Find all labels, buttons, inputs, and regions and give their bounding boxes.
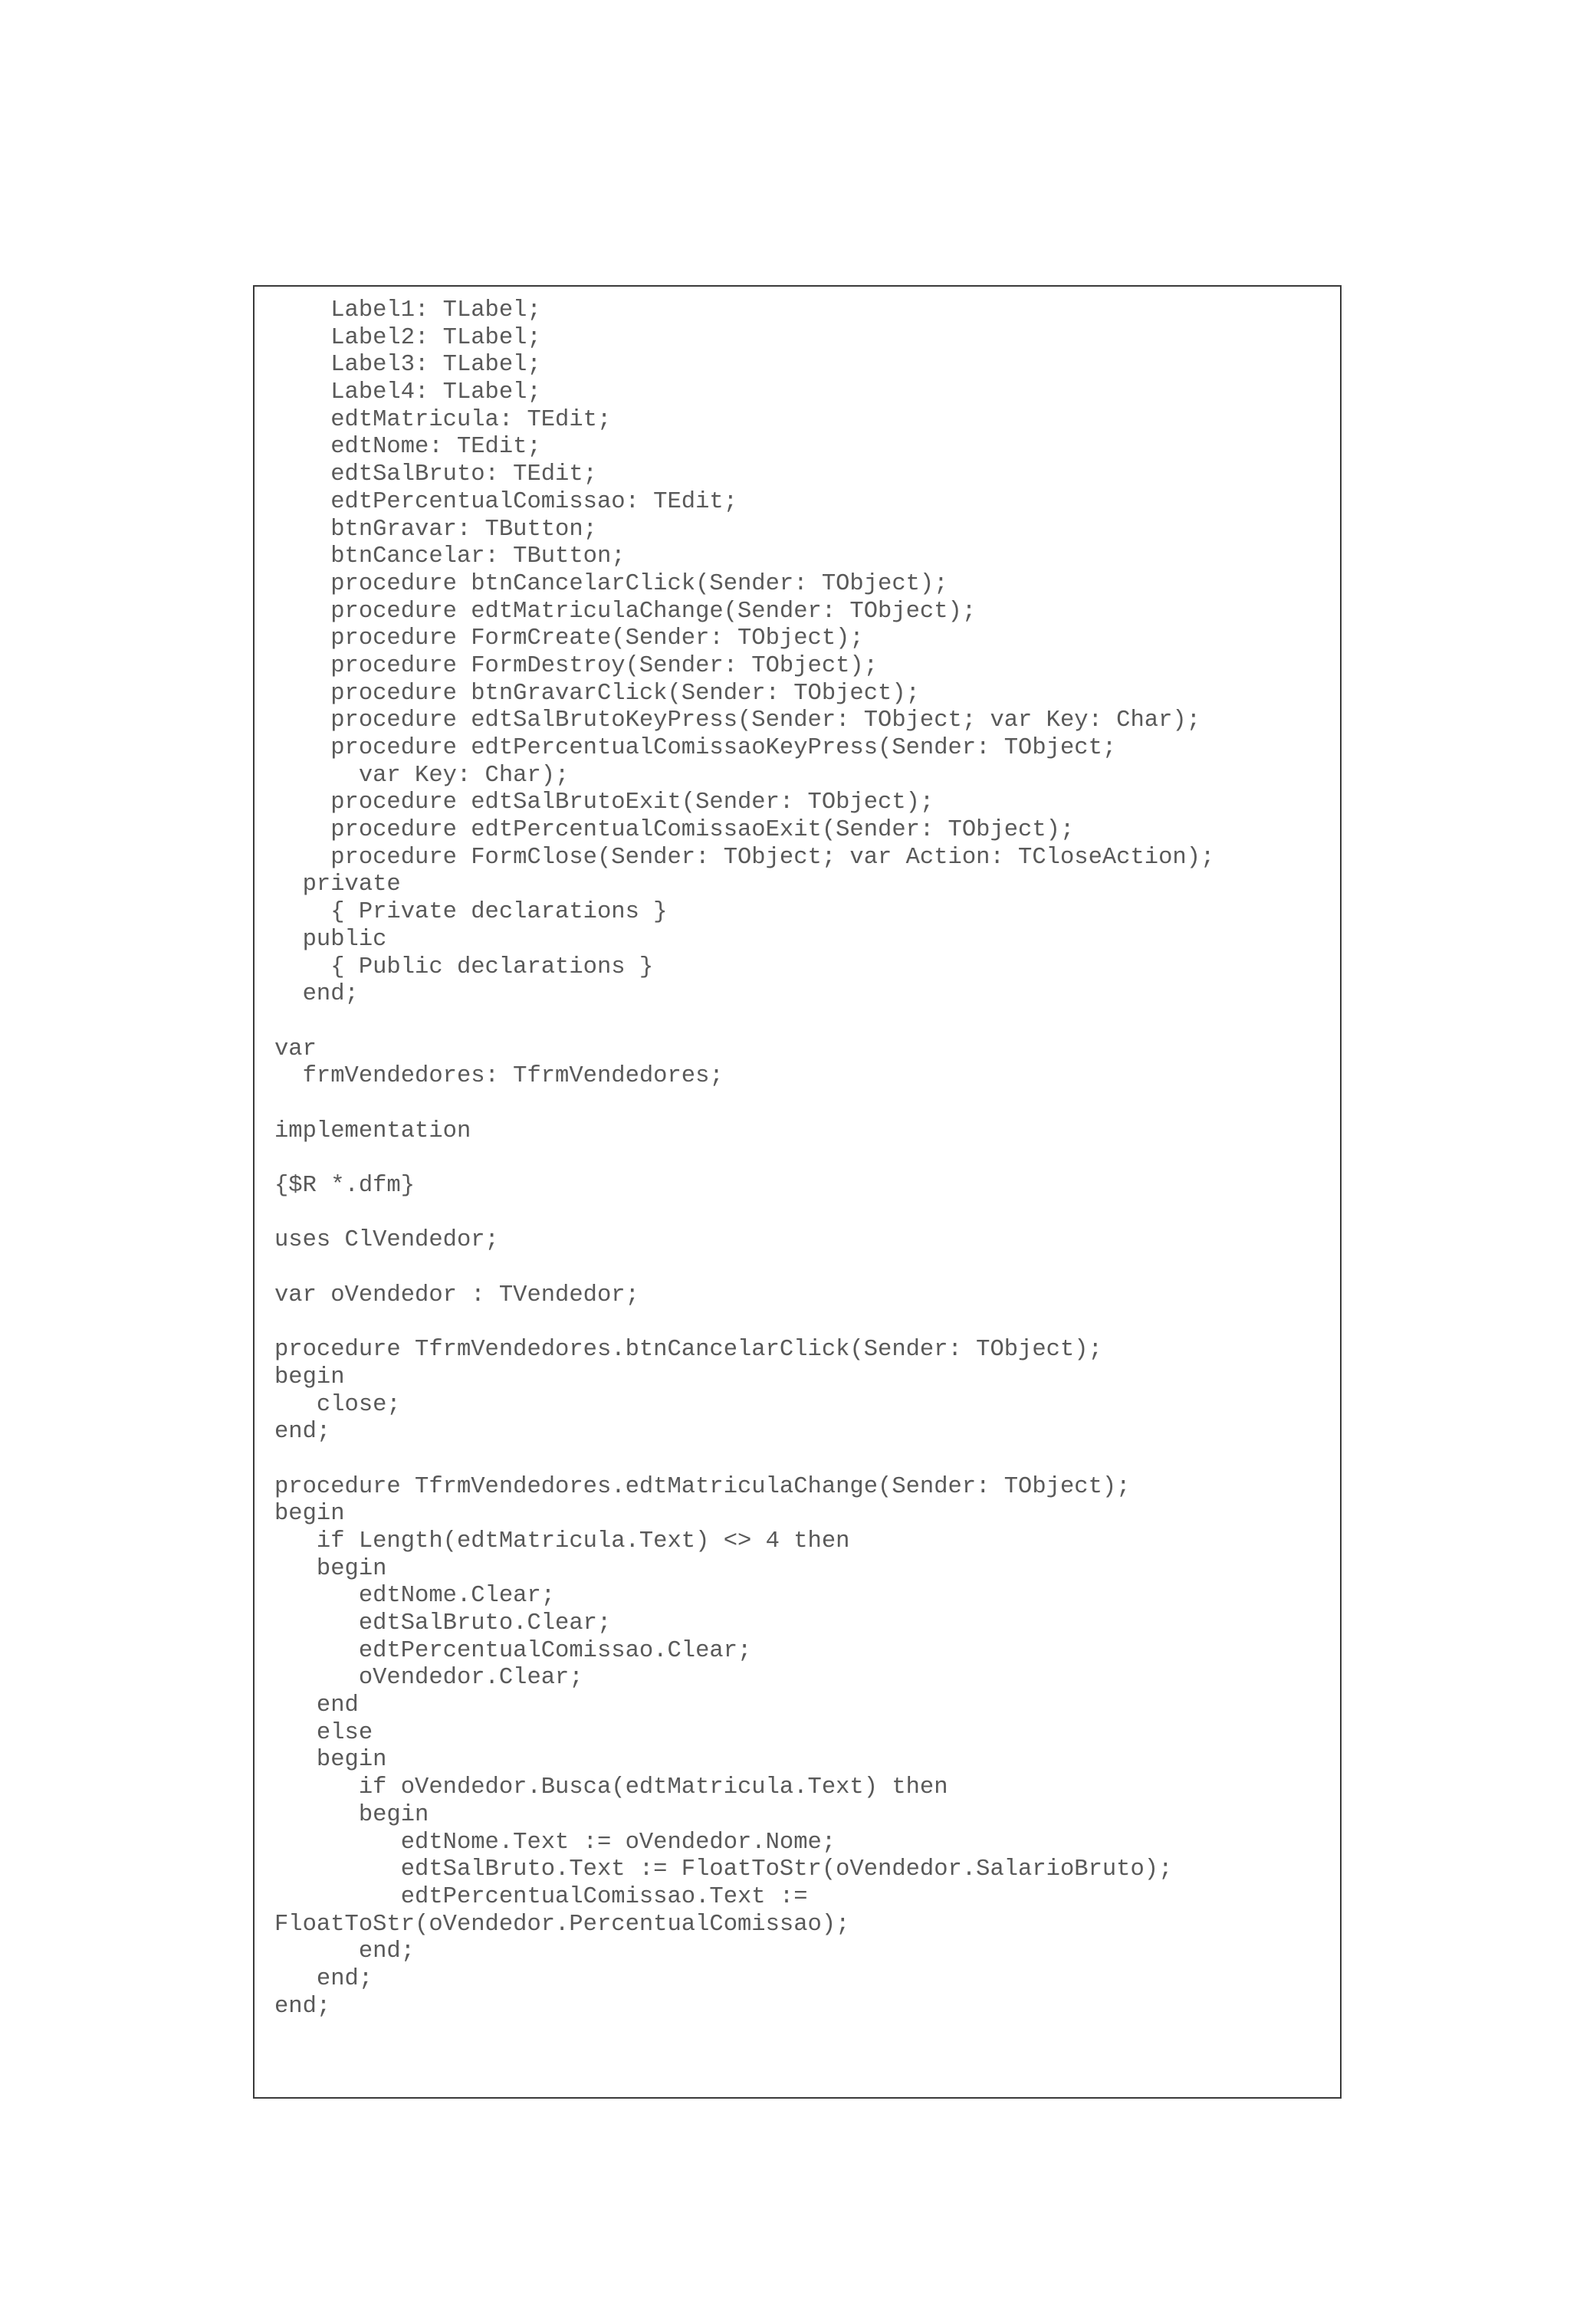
code-line: if oVendedor.Busca(edtMatricula.Text) then — [274, 1774, 948, 1801]
code-listing — [274, 297, 1214, 2020]
code-line — [274, 1200, 1214, 1228]
code-line: Label1: TLabel; — [274, 297, 541, 323]
code-line: begin — [274, 1801, 429, 1828]
code-line: procedure btnCancelarClick(Sender: TObject); — [274, 570, 948, 597]
code-line: edtPercentualComissao.Text := — [274, 1883, 808, 1910]
code-line: else — [274, 1719, 373, 1746]
code-line: edtNome.Clear; — [274, 1583, 556, 1610]
code-line — [274, 1091, 1214, 1118]
code-line: close; — [274, 1391, 401, 1418]
code-line: procedure btnGravarClick(Sender: TObject); — [274, 680, 920, 707]
code-line: begin — [274, 1555, 387, 1582]
code-line — [274, 1309, 1214, 1337]
code-line: private — [274, 872, 401, 898]
code-listing-box — [253, 285, 1342, 2099]
code-line: procedure FormClose(Sender: TObject; var Action: TCloseAction); — [274, 844, 1215, 871]
code-line: frmVendedores: TfrmVendedores; — [274, 1063, 724, 1090]
code-line: edtPercentualComissao: TEdit; — [274, 488, 737, 515]
code-line: Label2: TLabel; — [274, 324, 541, 351]
code-line: var oVendedor : TVendedor; — [274, 1282, 639, 1308]
code-line: procedure edtSalBrutoExit(Sender: TObject); — [274, 789, 934, 816]
code-line: procedure FormCreate(Sender: TObject); — [274, 625, 864, 652]
code-line: procedure TfrmVendedores.btnCancelarClick(Sender: TObject); — [274, 1337, 1102, 1364]
code-line — [274, 1009, 1214, 1036]
code-line: end; — [274, 1965, 373, 1992]
code-line: edtSalBruto.Text := FloatToStr(oVendedor.SalarioBruto); — [274, 1856, 1173, 1883]
code-line: edtNome.Text := oVendedor.Nome; — [274, 1829, 836, 1856]
code-line: procedure TfrmVendedores.edtMatriculaChange(Sender: TObject); — [274, 1473, 1131, 1500]
code-line: begin — [274, 1364, 345, 1390]
code-line: procedure edtPercentualComissaoExit(Sender: TObject); — [274, 817, 1075, 844]
code-line: uses ClVendedor; — [274, 1227, 499, 1254]
code-line: btnGravar: TButton; — [274, 516, 597, 543]
code-line: Label3: TLabel; — [274, 352, 541, 379]
code-line: end; — [274, 1938, 415, 1965]
code-line: { Public declarations } — [274, 954, 654, 980]
code-line — [274, 1255, 1214, 1282]
code-line — [274, 1145, 1214, 1173]
code-line: { Private declarations } — [274, 899, 668, 926]
code-line: begin — [274, 1501, 345, 1528]
code-line: end; — [274, 981, 359, 1008]
code-line: procedure edtMatriculaChange(Sender: TObject); — [274, 598, 977, 625]
code-line: end; — [274, 1419, 331, 1446]
code-line: edtNome: TEdit; — [274, 434, 541, 461]
code-line: var — [274, 1036, 317, 1062]
code-line: procedure edtPercentualComissaoKeyPress(Sender: TObject; — [274, 735, 1117, 761]
code-line: oVendedor.Clear; — [274, 1665, 583, 1692]
code-line: Label4: TLabel; — [274, 379, 541, 406]
code-line: public — [274, 926, 387, 953]
code-line — [274, 1446, 1214, 1474]
code-line: procedure edtSalBrutoKeyPress(Sender: TObject; var Key: Char); — [274, 707, 1200, 734]
code-line: {$R *.dfm} — [274, 1173, 415, 1199]
code-line: procedure FormDestroy(Sender: TObject); — [274, 652, 879, 679]
code-line: end; — [274, 1993, 331, 2020]
code-line: var Key: Char); — [274, 762, 570, 789]
code-line: edtSalBruto: TEdit; — [274, 461, 597, 488]
code-line: edtMatricula: TEdit; — [274, 406, 612, 433]
code-line: edtSalBruto.Clear; — [274, 1610, 612, 1636]
code-line: if Length(edtMatricula.Text) <> 4 then — [274, 1528, 850, 1554]
code-line: FloatToStr(oVendedor.PercentualComissao); — [274, 1911, 850, 1938]
code-line: implementation — [274, 1118, 471, 1144]
code-line: edtPercentualComissao.Clear; — [274, 1637, 752, 1664]
code-line: btnCancelar: TButton; — [274, 543, 626, 570]
code-line: end — [274, 1692, 359, 1719]
code-line: begin — [274, 1747, 387, 1774]
